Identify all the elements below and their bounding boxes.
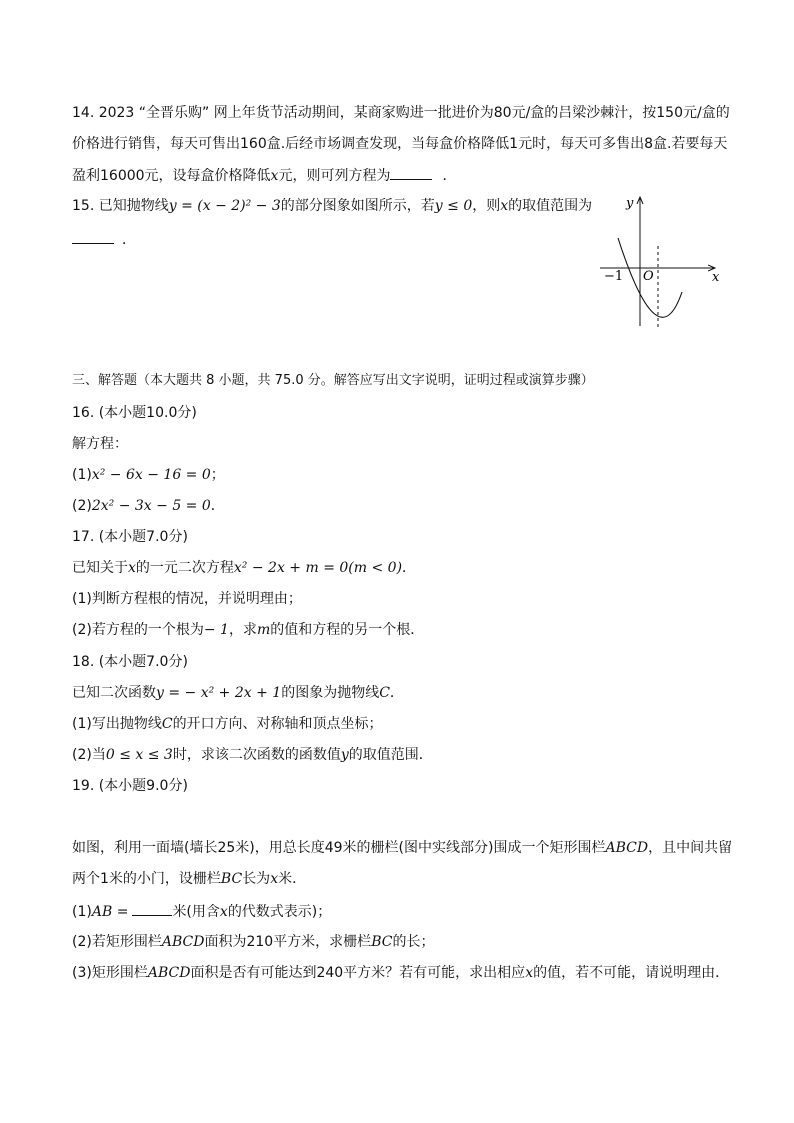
q18-intro: 已知二次函数y = − x² + 2x + 1的图象为抛物线C． <box>72 685 404 701</box>
q18-part1: (1)写出抛物线C的开口方向、对称轴和顶点坐标； <box>72 716 383 732</box>
q19-intro1: 如图，利用一面墙(墙长25米)，用总长度49米的栅栏(图中实线部分)围成一个矩形围栏ABCD，且中间共留 <box>72 840 733 856</box>
q15-equation: y = (x − 2)² − 3 <box>168 198 281 214</box>
q15-line2: ． <box>72 229 136 250</box>
q16-part1: (1)x² − 6x − 16 = 0； <box>72 467 225 483</box>
q19-header: 19. (本小题9.0分) <box>72 778 188 794</box>
q17-part1: (1)判断方程根的情况，并说明理由； <box>72 591 302 607</box>
q15-line1: 15. 已知抛物线y = (x − 2)² − 3的部分图象如图所示，若y ≤ 0，则x的取值范围为 <box>72 198 593 214</box>
q18-header: 18. (本小题7.0分) <box>72 654 188 670</box>
section-title: 三、解答题（本大题共 8 小题，共 75.0 分。解答应写出文字说明，证明过程或演算步骤） <box>72 373 594 388</box>
y-axis-label: y <box>626 196 634 211</box>
answer-blank <box>72 229 114 244</box>
q17-header: 17. (本小题7.0分) <box>72 529 188 545</box>
origin-label: O <box>643 269 654 284</box>
q14-line1: 14. 2023 “全晋乐购” 网上年货节活动期间，某商家购进一批进价为80元/盒的吕梁沙棘汁，按150元/盒的 <box>72 105 730 121</box>
q19-part1: (1)AB = 米(用含x的代数式表示)； <box>72 901 331 922</box>
q19-part2: (2)若矩形围栏ABCD面积为210平方米，求栅栏BC的长； <box>72 934 435 950</box>
q16-header: 16. (本小题10.0分) <box>72 405 197 421</box>
q16-intro: 解方程： <box>72 436 128 452</box>
q14-line2: 价格进行销售，每天可售出160盒.后经市场调查发现，当每盒价格降低1元时，每天可多售出8盒.若要每天 <box>72 136 728 152</box>
x-axis-label: x <box>712 270 720 285</box>
answer-blank <box>390 165 432 180</box>
q16-part2: (2)2x² − 3x − 5 = 0． <box>72 498 225 514</box>
answer-blank <box>132 901 172 916</box>
tick-label-minus-one: −1 <box>604 269 624 284</box>
q19-intro2: 两个1米的小门，设栅栏BC长为x米． <box>72 871 307 887</box>
q17-intro: 已知关于x的一元二次方程x² − 2x + m = 0(m < 0)． <box>72 560 417 576</box>
q17-part2: (2)若方程的一个根为− 1，求m的值和方程的另一个根． <box>72 622 425 638</box>
q14-line3: 盈利16000元，设每盒价格降低x元，则可列方程为 ． <box>72 165 456 186</box>
parabola-graph <box>596 194 726 334</box>
q18-part2: (2)当0 ≤ x ≤ 3时，求该二次函数的函数值y的取值范围． <box>72 747 433 763</box>
q19-part3: (3)矩形围栏ABCD面积是否有可能达到240平方米？若有可能，求出相应x的值，若不可能，请说明理由． <box>72 965 730 981</box>
